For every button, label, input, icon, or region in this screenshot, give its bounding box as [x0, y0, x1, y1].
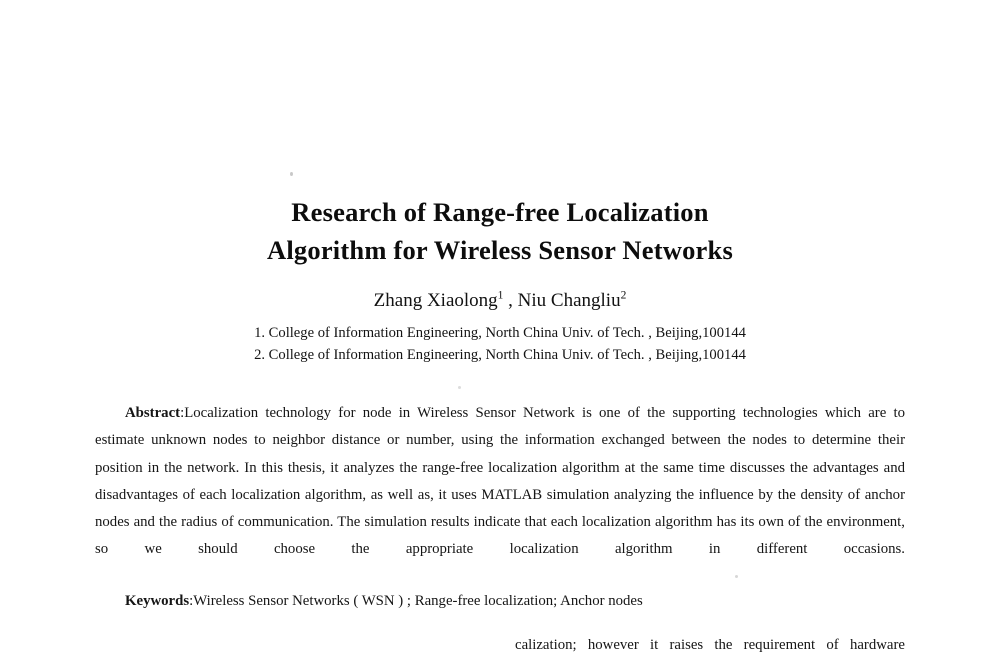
- keywords-colon: :: [189, 593, 194, 609]
- keywords-section: [95, 588, 905, 615]
- author-separator: ,: [503, 290, 518, 311]
- affiliation-item-2: 2. College of Information Engineering, North China Univ. of Tech. , Beijing,100144: [254, 346, 746, 363]
- title-line-2: Algorithm for Wireless Sensor Networks: [267, 235, 733, 265]
- author-1-affiliation-marker: 1: [497, 289, 504, 302]
- title-line-1: Research of Range-free Localization: [291, 197, 709, 227]
- abstract-label: Abstract: [125, 405, 181, 421]
- abstract-colon: :: [180, 405, 185, 421]
- affiliation-list: [0, 323, 1000, 366]
- author-1-name: Zhang Xiaolong: [373, 290, 498, 311]
- paper-title: [0, 193, 1000, 269]
- author-2-name: Niu Changliu: [517, 290, 621, 311]
- scan-speck: [290, 172, 293, 176]
- keywords-text: Wireless Sensor Networks ( WSN ) ; Range-free localization; Anchor nodes: [193, 593, 643, 609]
- abstract-section: [95, 400, 905, 564]
- scan-speck: [458, 386, 461, 389]
- scan-speck: [735, 575, 738, 578]
- author-2-affiliation-marker: 2: [620, 289, 627, 302]
- abstract-text: Localization technology for node in Wireless Sensor Network is one of the supporting technologies which are to estimate unknown nodes to neighbor distance or number, using the information exchanged between the nodes to determine their position in the network. In this thesis, it analyzes the range-free localization algorithm at the same time discusses the advantages and disadvantages of each localization algorithm, as well as, it uses MATLAB simulation analyzing the influence by the density of anchor nodes and the radius of communication. The simulation results indicate that each localization algorithm has its own of the environment, so we should choose the appropriate localization algorithm in different occasions.: [95, 405, 905, 558]
- author-list: [0, 288, 1000, 314]
- affiliation-item-1: 1. College of Information Engineering, North China Univ. of Tech. , Beijing,100144: [254, 325, 746, 341]
- body-column-fragment: calization; however it raises the requirement of hardware: [515, 637, 905, 653]
- keywords-label: Keywords: [125, 593, 190, 609]
